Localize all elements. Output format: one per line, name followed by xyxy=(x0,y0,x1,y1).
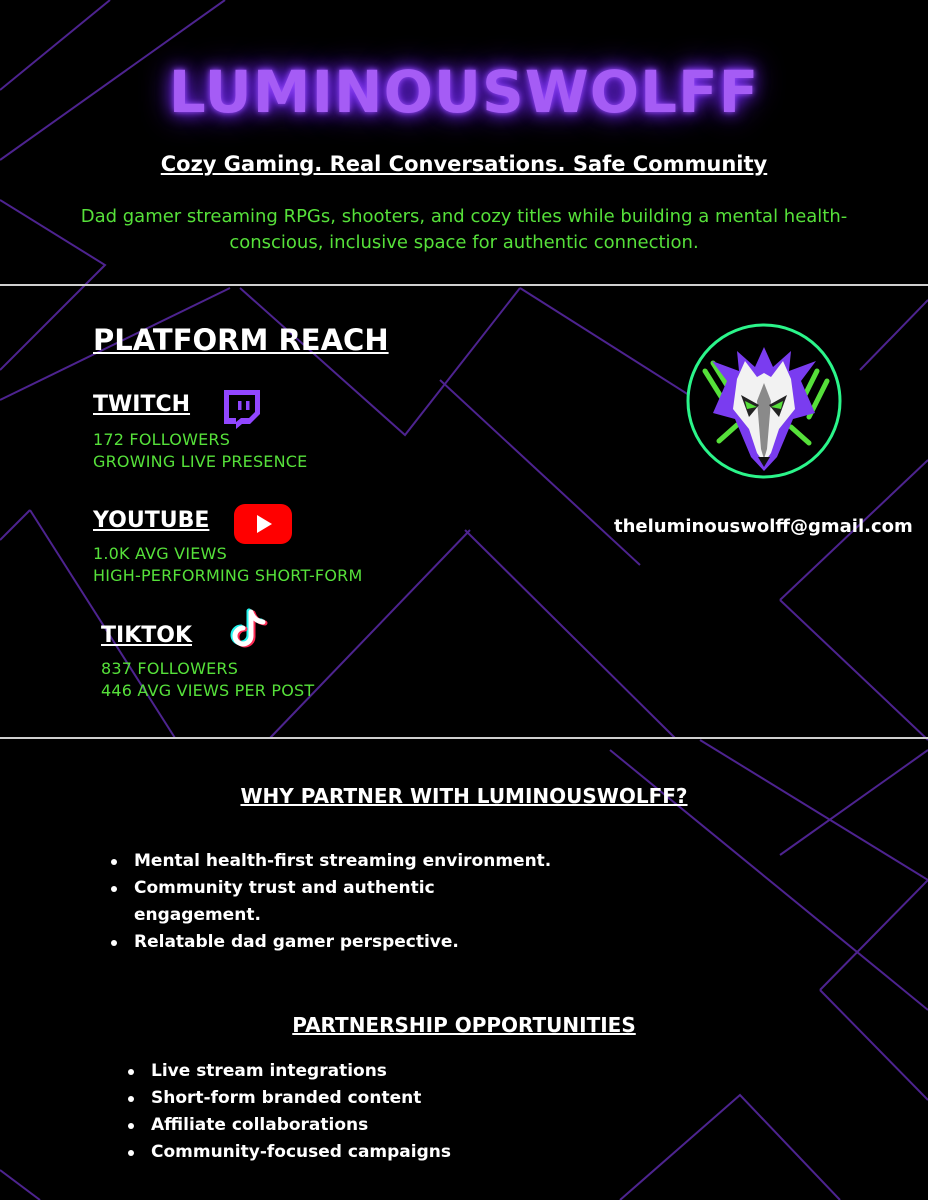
channel-description: Dad gamer streaming RPGs, shooters, and cozy titles while building a mental health-conscious, inclusive space for authentic connection. xyxy=(80,206,848,253)
list-item: Relatable dad gamer perspective. xyxy=(108,929,568,956)
twitch-stat-followers: 172 FOLLOWERS xyxy=(93,430,231,449)
tagline: Cozy Gaming. Real Conversations. Safe Community xyxy=(160,152,768,176)
partnership-list xyxy=(125,1058,545,1166)
twitch-icon xyxy=(220,388,262,430)
twitch-label: TWITCH xyxy=(93,392,191,417)
youtube-label: YOUTUBE xyxy=(93,508,210,533)
youtube-stat-shortform: HIGH-PERFORMING SHORT-FORM xyxy=(93,566,363,585)
partnership-heading: PARTNERSHIP OPPORTUNITIES xyxy=(292,1013,636,1037)
page-title: LUMINOUSWOLFF xyxy=(168,58,760,126)
list-item: Live stream integrations xyxy=(125,1058,545,1085)
tiktok-stat-followers: 837 FOLLOWERS xyxy=(101,659,239,678)
list-item: Community trust and authentic engagement. xyxy=(108,875,568,929)
youtube-icon xyxy=(234,504,292,544)
tiktok-label: TIKTOK xyxy=(101,623,192,648)
list-item: Affiliate collaborations xyxy=(125,1112,545,1139)
why-partner-heading: WHY PARTNER WITH LUMINOUSWOLFF? xyxy=(240,784,688,808)
tiktok-icon xyxy=(229,608,269,650)
divider-bottom xyxy=(0,737,928,739)
list-item: Mental health-first streaming environment. xyxy=(108,848,568,875)
divider-top xyxy=(0,284,928,286)
tiktok-stat-views: 446 AVG VIEWS PER POST xyxy=(101,681,315,700)
list-item: Community-focused campaigns xyxy=(125,1139,545,1166)
platform-reach-heading: PLATFORM REACH xyxy=(93,323,389,357)
list-item: Short-form branded content xyxy=(125,1085,545,1112)
contact-email[interactable]: theluminouswolff@gmail.com xyxy=(614,516,913,537)
why-partner-list xyxy=(108,848,568,956)
wolf-logo-icon xyxy=(667,321,861,481)
youtube-stat-views: 1.0K AVG VIEWS xyxy=(93,544,227,563)
twitch-stat-presence: GROWING LIVE PRESENCE xyxy=(93,452,308,471)
